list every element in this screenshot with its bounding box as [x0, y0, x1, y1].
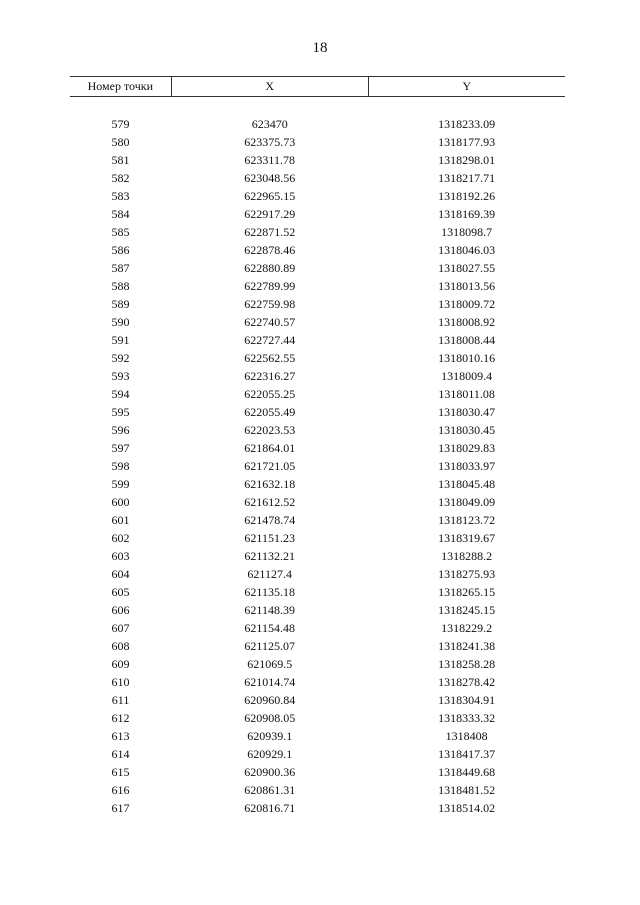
table-row [70, 151, 565, 169]
table-row [70, 529, 565, 547]
cell-x: 622023.53 [244, 423, 296, 437]
cell-y: 1318288.2 [441, 549, 493, 563]
cell-x: 622965.15 [244, 189, 296, 203]
cell-y: 1318233.09 [438, 117, 496, 131]
cell-y: 1318030.47 [438, 405, 496, 419]
cell-x: 622727.44 [244, 333, 296, 347]
cell-point-number: 613 [111, 729, 130, 743]
cell-point-number: 602 [111, 531, 130, 545]
cell-point-number: 590 [111, 315, 130, 329]
cell-y: 1318245.15 [438, 603, 496, 617]
cell-y: 1318030.45 [438, 423, 496, 437]
cell-y: 1318008.92 [438, 315, 496, 329]
cell-x: 623375.73 [244, 135, 296, 149]
cell-point-number: 597 [111, 441, 130, 455]
cell-y: 1318275.93 [438, 567, 496, 581]
cell-point-number: 580 [111, 135, 130, 149]
cell-x: 623311.78 [244, 153, 295, 167]
cell-point-number: 587 [111, 261, 130, 275]
table-row [70, 673, 565, 691]
cell-x: 622055.49 [244, 405, 296, 419]
cell-y: 1318177.93 [438, 135, 496, 149]
cell-y: 1318009.72 [438, 297, 496, 311]
cell-x: 622759.98 [244, 297, 296, 311]
cell-y: 1318417.37 [438, 747, 496, 761]
table-row [70, 313, 565, 331]
cell-y: 1318192.26 [438, 189, 496, 203]
cell-x: 622316.27 [244, 369, 296, 383]
cell-x: 621632.18 [244, 477, 296, 491]
column-header-x: X [171, 77, 368, 97]
table-row [70, 763, 565, 781]
cell-y: 1318011.08 [438, 387, 495, 401]
cell-y: 1318009.4 [441, 369, 493, 383]
cell-point-number: 579 [111, 117, 130, 131]
cell-x: 622871.52 [244, 225, 296, 239]
cell-x: 621151.23 [244, 531, 295, 545]
table-row [70, 133, 565, 151]
cell-y: 1318046.03 [438, 243, 496, 257]
cell-point-number: 610 [111, 675, 130, 689]
cell-y: 1318010.16 [438, 351, 496, 365]
cell-point-number: 586 [111, 243, 130, 257]
cell-y: 1318008.44 [438, 333, 496, 347]
cell-x: 621864.01 [244, 441, 296, 455]
cell-y: 1318408 [445, 729, 488, 743]
cell-point-number: 598 [111, 459, 130, 473]
coordinates-table [70, 76, 565, 817]
cell-y: 1318029.83 [438, 441, 496, 455]
cell-x: 621478.74 [244, 513, 296, 527]
cell-x: 622055.25 [244, 387, 296, 401]
cell-y: 1318278.42 [438, 675, 496, 689]
cell-y: 1318258.28 [438, 657, 496, 671]
cell-point-number: 612 [111, 711, 130, 725]
table-row [70, 727, 565, 745]
cell-y: 1318241.38 [438, 639, 496, 653]
cell-point-number: 606 [111, 603, 130, 617]
cell-x: 621127.4 [247, 567, 292, 581]
cell-x: 621132.21 [244, 549, 295, 563]
table-row [70, 565, 565, 583]
cell-y: 1318217.71 [438, 171, 496, 185]
table-row [70, 547, 565, 565]
cell-x: 622740.57 [244, 315, 296, 329]
table-header-row [70, 77, 565, 97]
table-row [70, 421, 565, 439]
page-number: 18 [312, 40, 328, 56]
cell-x: 620900.36 [244, 765, 296, 779]
table-row [70, 277, 565, 295]
table-row [70, 709, 565, 727]
table-row [70, 601, 565, 619]
cell-point-number: 609 [111, 657, 130, 671]
column-header-point-number: Номер точки [70, 77, 171, 97]
cell-x: 623470 [251, 117, 288, 131]
cell-point-number: 603 [111, 549, 130, 563]
table-spacer-row [70, 97, 565, 116]
cell-x: 622789.99 [244, 279, 296, 293]
cell-y: 1318027.55 [438, 261, 496, 275]
table-row [70, 655, 565, 673]
table-row [70, 115, 565, 133]
cell-point-number: 608 [111, 639, 130, 653]
cell-y: 1318033.97 [438, 459, 496, 473]
table-row [70, 259, 565, 277]
cell-x: 622878.46 [244, 243, 296, 257]
table-row [70, 241, 565, 259]
table-body [70, 97, 565, 818]
cell-y: 1318481.52 [438, 783, 496, 797]
table-row [70, 493, 565, 511]
column-header-y: Y [368, 77, 565, 97]
cell-point-number: 617 [111, 801, 130, 815]
cell-x: 622880.89 [244, 261, 296, 275]
table-row [70, 187, 565, 205]
table-row [70, 349, 565, 367]
table-row [70, 799, 565, 817]
table-row [70, 403, 565, 421]
cell-point-number: 585 [111, 225, 130, 239]
cell-point-number: 611 [111, 693, 130, 707]
cell-y: 1318514.02 [438, 801, 496, 815]
cell-point-number: 599 [111, 477, 130, 491]
cell-x: 620960.84 [244, 693, 296, 707]
cell-y: 1318123.72 [438, 513, 496, 527]
cell-y: 1318045.48 [438, 477, 496, 491]
table-row [70, 169, 565, 187]
cell-point-number: 596 [111, 423, 130, 437]
cell-y: 1318449.68 [438, 765, 496, 779]
cell-point-number: 616 [111, 783, 130, 797]
table-row [70, 475, 565, 493]
cell-y: 1318333.32 [438, 711, 496, 725]
cell-point-number: 607 [111, 621, 130, 635]
cell-point-number: 593 [111, 369, 130, 383]
cell-point-number: 614 [111, 747, 130, 761]
cell-x: 621148.39 [244, 603, 295, 617]
table-row [70, 691, 565, 709]
cell-x: 621721.05 [244, 459, 296, 473]
cell-x: 620939.1 [247, 729, 293, 743]
cell-x: 622917.29 [244, 207, 296, 221]
cell-point-number: 600 [111, 495, 130, 509]
cell-y: 1318298.01 [438, 153, 496, 167]
cell-point-number: 604 [111, 567, 130, 581]
cell-x: 620929.1 [247, 747, 293, 761]
cell-y: 1318098.7 [441, 225, 493, 239]
table-row [70, 619, 565, 637]
cell-y: 1318169.39 [438, 207, 496, 221]
cell-x: 622562.55 [244, 351, 296, 365]
cell-x: 621135.18 [244, 585, 295, 599]
table-row [70, 385, 565, 403]
cell-point-number: 583 [111, 189, 130, 203]
cell-x: 621069.5 [247, 657, 293, 671]
table-row [70, 457, 565, 475]
table-row [70, 331, 565, 349]
cell-point-number: 582 [111, 171, 130, 185]
table-row [70, 637, 565, 655]
cell-point-number: 581 [111, 153, 130, 167]
cell-point-number: 592 [111, 351, 130, 365]
cell-point-number: 589 [111, 297, 130, 311]
cell-y: 1318304.91 [438, 693, 496, 707]
cell-x: 623048.56 [244, 171, 296, 185]
cell-y: 1318229.2 [441, 621, 493, 635]
cell-y: 1318049.09 [438, 495, 496, 509]
cell-point-number: 588 [111, 279, 130, 293]
cell-x: 621612.52 [244, 495, 296, 509]
table-row [70, 223, 565, 241]
cell-point-number: 601 [111, 513, 130, 527]
table-spacer-cell [70, 97, 565, 116]
cell-y: 1318013.56 [438, 279, 496, 293]
table-row [70, 205, 565, 223]
cell-point-number: 584 [111, 207, 130, 221]
cell-x: 620908.05 [244, 711, 296, 725]
table-row [70, 439, 565, 457]
cell-y: 1318265.15 [438, 585, 496, 599]
cell-x: 621014.74 [244, 675, 296, 689]
cell-y: 1318319.67 [438, 531, 496, 545]
cell-point-number: 594 [111, 387, 130, 401]
cell-x: 620816.71 [244, 801, 296, 815]
table-row [70, 583, 565, 601]
table-row [70, 295, 565, 313]
cell-point-number: 605 [111, 585, 130, 599]
table-row [70, 745, 565, 763]
cell-point-number: 595 [111, 405, 130, 419]
cell-x: 621154.48 [244, 621, 295, 635]
table-row [70, 781, 565, 799]
cell-point-number: 591 [111, 333, 130, 347]
cell-x: 621125.07 [244, 639, 295, 653]
cell-point-number: 615 [111, 765, 130, 779]
table-row [70, 367, 565, 385]
table-row [70, 511, 565, 529]
cell-x: 620861.31 [244, 783, 296, 797]
